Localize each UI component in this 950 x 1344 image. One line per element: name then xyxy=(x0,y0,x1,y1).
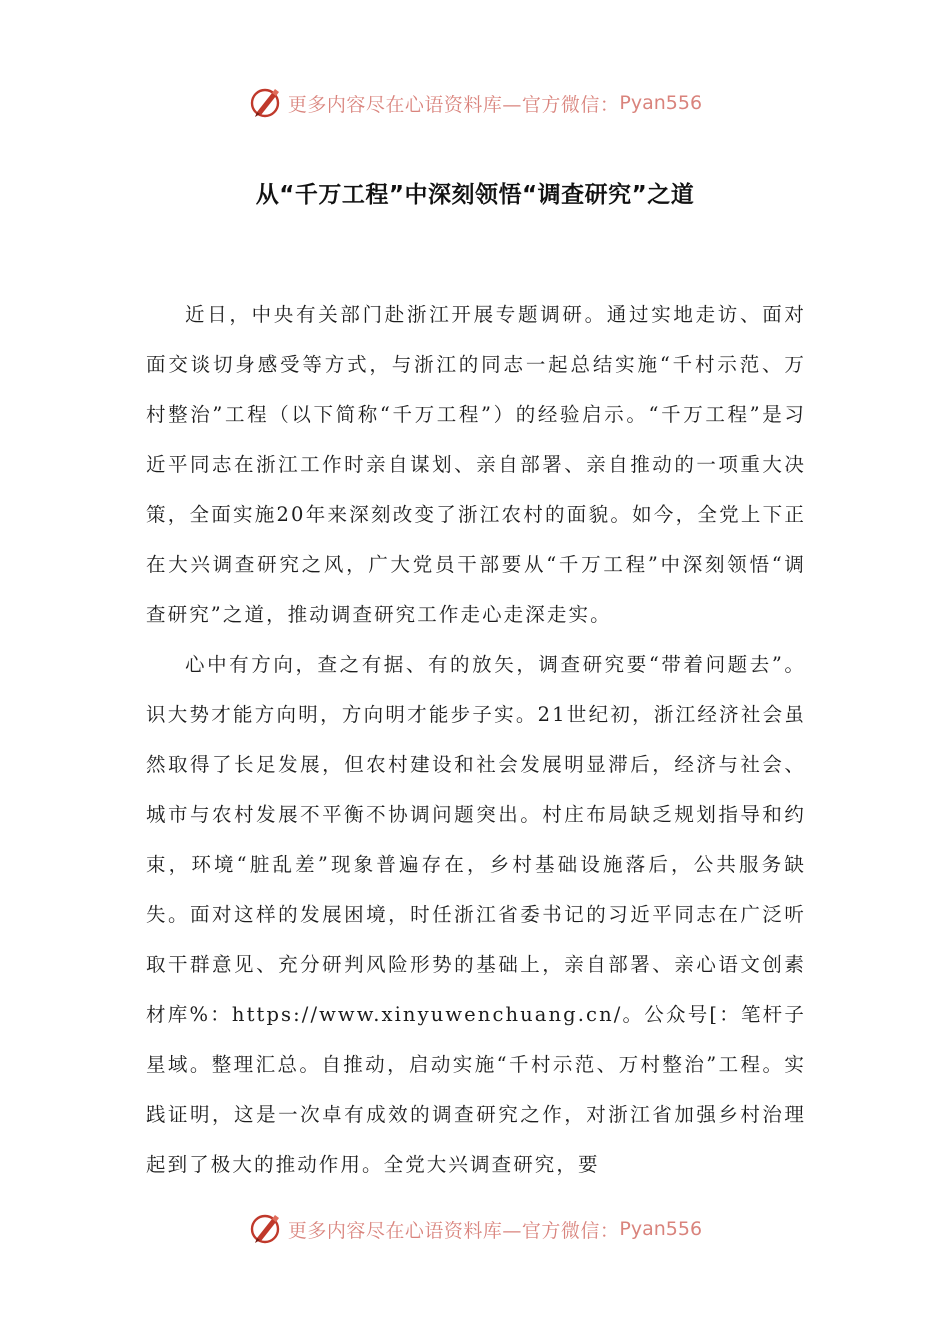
document-title: 从“千万工程”中深刻领悟“调查研究”之道 xyxy=(255,182,695,208)
pen-logo-icon xyxy=(248,85,284,121)
body-paragraph: 近日，中央有关部门赴浙江开展专题调研。通过实地走访、面对面交谈切身感受等方式，与浙江的同志一起总结实施“千村示范、万村整治”工程（以下简称“千万工程”）的经验启示。“千万工程”是习近平同志在浙江工作时亲自谋划、亲自部署、亲自推动的一项重大决策，全面实施20年来深刻改变了浙江农村的面貌。如今，全党上下正在大兴调查研究之风，广大党员干部要从“千万工程”中深刻领悟“调查研究”之道，推动调查研究工作走心走深走实。 xyxy=(146,303,806,626)
watermark-wechat-id: Pyan556 xyxy=(619,92,703,114)
watermark-text: 更多内容尽在心语资料库—官方微信： xyxy=(287,93,620,116)
watermark-banner-top xyxy=(0,81,950,125)
watermark-banner-bottom xyxy=(0,1207,950,1251)
body-paragraph: 心中有方向，查之有据、有的放矢，调查研究要“带着问题去”。识大势才能方向明，方向明才能步子实。21世纪初，浙江经济社会虽然取得了长足发展，但农村建设和社会发展明显滞后，经济与社会、城市与农村发展不平衡不协调问题突出。村庄布局缺乏规划指导和约束，环境“脏乱差”现象普遍存在，乡村基础设施落后，公共服务缺失。面对这样的发展困境，时任浙江省委书记的习近平同志在广泛听取干群意见、充分研判风险形势的基础上，亲自部署、亲心语文创素材库%：https://www.xinyuwenchuang.cn/。公众号[：笔杆子星域。整理汇总。自推动，启动实施“千村示范、万村整治”工程。实践证明，这是一次卓有成效的调查研究之作，对浙江省加强乡村治理起到了极大的推动作用。全党大兴调查研究，要 xyxy=(146,653,806,1176)
document-body xyxy=(146,290,806,1190)
watermark-text: 更多内容尽在心语资料库—官方微信： xyxy=(287,1219,620,1242)
watermark-wechat-id: Pyan556 xyxy=(619,1218,703,1240)
pen-logo-icon xyxy=(248,1211,284,1247)
